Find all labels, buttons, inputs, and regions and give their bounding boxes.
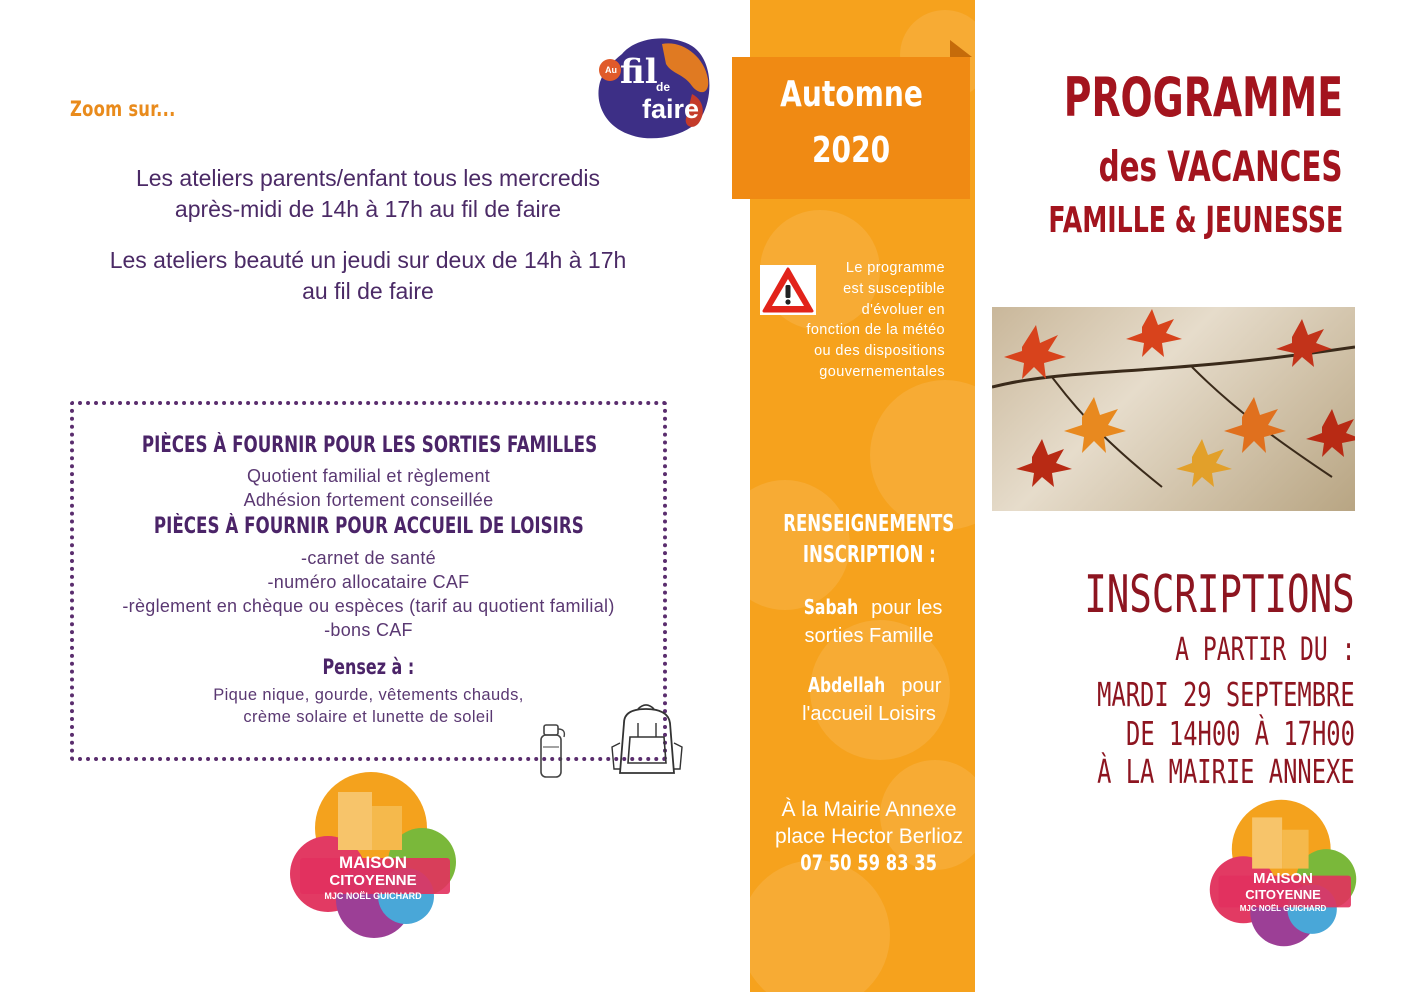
intro-parents-line2: après-midi de 14h à 17h au fil de faire — [174, 196, 562, 222]
phone-number: 07 50 59 83 35 — [800, 851, 938, 875]
warning-line: fonction de la météo — [806, 322, 945, 339]
contact-sabah — [750, 593, 988, 650]
inscriptions-from: A PARTIR DU : — [1174, 630, 1355, 668]
warning-text — [760, 258, 945, 383]
sorties-familles-heading: PIÈCES À FOURNIR POUR LES SORTIES FAMILLES — [141, 433, 598, 458]
logo-faire: faire — [642, 94, 700, 124]
address-line2: place Hector Berlioz — [775, 825, 963, 848]
doc-item: -bons CAF — [324, 620, 413, 640]
intro-parents-line1: Les ateliers parents/enfant tous les mercredis — [135, 165, 601, 191]
backpack-icon — [608, 703, 686, 779]
season-year: 2020 — [811, 130, 891, 171]
logo-de: de — [656, 80, 671, 94]
info-title-2: INSCRIPTION : — [802, 542, 936, 568]
contact-sabah-rest: pour les — [865, 597, 943, 619]
ribbon-fold — [950, 40, 972, 57]
contact-abdellah-line2: l'accueil Loisirs — [802, 703, 936, 725]
intro-beaute-line2: au fil de faire — [302, 278, 434, 304]
doc-item: Adhésion fortement conseillée — [243, 490, 494, 510]
pensez-line2: crème solaire et lunette de soleil — [243, 708, 494, 726]
sorties-familles-list — [70, 464, 667, 512]
doc-item: Quotient familial et règlement — [246, 466, 491, 486]
fil-de-faire-logo — [592, 34, 714, 144]
bottle-icon — [534, 721, 570, 781]
title-programme: PROGRAMME — [1063, 66, 1343, 129]
contact-sabah-line2: sorties Famille — [804, 625, 934, 647]
intro-parents — [40, 163, 696, 225]
intro-beaute — [40, 245, 696, 307]
maison-logo-line1: MAISON — [339, 853, 407, 872]
info-title-1: RENSEIGNEMENTS — [783, 511, 955, 537]
maison-citoyenne-logo-right — [1208, 798, 1358, 948]
title-vacances: des VACANCES — [1098, 142, 1343, 191]
warning-line: ou des dispositions — [814, 343, 945, 360]
accueil-loisirs-heading: PIÈCES À FOURNIR POUR ACCUEIL DE LOISIRS — [153, 514, 584, 539]
warning-line: est susceptible — [843, 280, 945, 297]
intro-beaute-line1: Les ateliers beauté un jeudi sur deux de 14h à 17h — [109, 247, 627, 273]
doc-item: -numéro allocataire CAF — [267, 572, 470, 592]
maison-logo-line2: CITOYENNE — [329, 872, 417, 889]
contact-abdellah-name: Abdellah — [807, 673, 885, 697]
inscriptions-hours: DE 14H00 À 17H00 — [1126, 714, 1355, 753]
maison-citoyenne-logo — [288, 770, 458, 940]
pensez-list — [70, 684, 667, 728]
pensez-heading: Pensez à : — [322, 655, 415, 679]
doc-item: -règlement en chèque ou espèces (tarif au quotient familial) — [122, 596, 615, 616]
doc-item: -carnet de santé — [301, 548, 436, 568]
inscriptions-heading: INSCRIPTIONS — [1084, 565, 1355, 625]
warning-line: gouvernementales — [819, 363, 945, 380]
zoom-heading: Zoom sur... — [70, 97, 176, 121]
address — [750, 796, 988, 877]
inscriptions-place: À LA MAIRIE ANNEXE — [1097, 752, 1355, 791]
maison-logo-right-line1: MAISON — [1253, 870, 1313, 887]
logo-fil: fil — [620, 52, 658, 92]
autumn-leaves-photo — [992, 307, 1355, 511]
maison-logo-right-line2: CITOYENNE — [1245, 887, 1321, 902]
contact-sabah-name: Sabah — [803, 595, 858, 619]
address-line1: À la Mairie Annexe — [781, 798, 957, 821]
contact-abdellah-rest: pour — [895, 675, 942, 697]
maison-logo-right-line3: MJC NOËL GUICHARD — [1239, 904, 1327, 913]
title-famille-jeunesse: FAMILLE & JEUNESSE — [1048, 200, 1343, 241]
inscriptions-date: MARDI 29 SEPTEMBRE — [1097, 675, 1355, 714]
warning-line: Le programme — [845, 260, 945, 276]
pensez-line1: Pique nique, gourde, vêtements chauds, — [213, 686, 524, 704]
contact-abdellah — [750, 671, 988, 728]
accueil-loisirs-list — [70, 546, 667, 642]
logo-au: Au — [605, 65, 617, 75]
maison-logo-line3: MJC NOËL GUICHARD — [324, 891, 422, 901]
warning-line: d'évoluer en — [861, 301, 945, 318]
season-label: Automne — [779, 74, 923, 115]
